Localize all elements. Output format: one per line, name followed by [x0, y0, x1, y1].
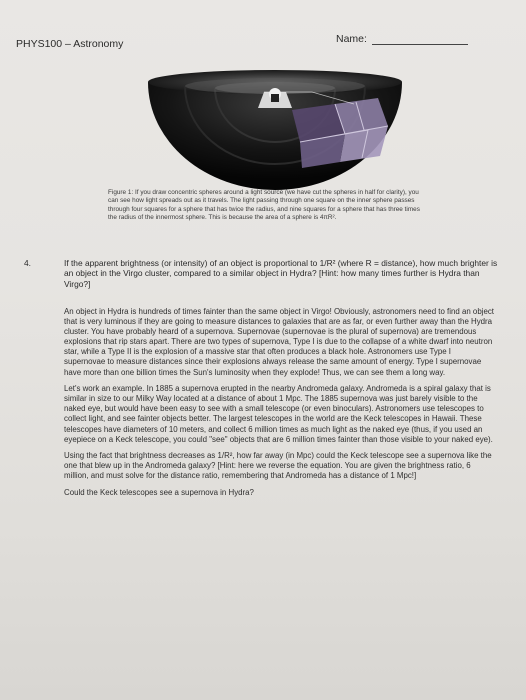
- concentric-spheres-figure: [140, 64, 410, 190]
- concentric-spheres-illustration-icon: [140, 64, 410, 190]
- figure-caption: Figure 1: If you draw concentric spheres around a light source (we have cut the spheres in half for clarity), you can see how light spreads out as it travels. The light passing through one square on the inner sphere passes through four squares for a sphere that has twice the radius, and nine squares for a sphere that has three times the radius of the innermost sphere. This is because the area of a sphere is 4πR².: [108, 189, 420, 221]
- name-blank-line: [372, 44, 468, 45]
- paragraph-keck-question: Using the fact that brightness decreases as 1/R², how far away (in Mpc) could the Keck telescope see a supernova like the one that blew up in the Andromeda galaxy? [Hint: here we reverse the equation. You are given the brightness ratio, 6 million, and must solve for the distance ratio, remembering that Andromeda has a distance of 1 Mpc!]: [64, 451, 492, 481]
- course-title: PHYS100 – Astronomy: [16, 38, 124, 50]
- paragraph-hydra-question: Could the Keck telescopes see a supernova in Hydra?: [64, 488, 254, 497]
- question-text: If the apparent brightness (or intensity) of an object is proportional to 1/R² (where R = distance), how much brighter is an object in the Virgo cluster, compared to a similar object in Hydra? [Hint: how many times further is Hydra than Virgo?]: [64, 258, 498, 289]
- question-number: 4.: [24, 258, 31, 268]
- explanation-text: [64, 307, 494, 498]
- paragraph-andromeda-example: Let's work an example. In 1885 a supernova erupted in the nearby Andromeda galaxy. Andromeda is a spiral galaxy that is similar in size to our Milky Way located at a distance of about 1 Mpc. The 1885 supernova was just barely visible to the naked eye, but would have been easy to see with a small telescope (or even binoculars). Astronomers use telescopes to collect light, and see fainter objects better. The largest telescopes in the world are the Keck telescopes in Hawaii. These telescopes have diameters of 10 meters, and collect 6 million times as much light as the naked eye (thus, if you used an eyepiece on a Keck telescope, you could "see" objects that are 6 million times fainter than those visible to your naked eye).: [64, 384, 493, 444]
- name-label: Name:: [336, 33, 367, 45]
- paragraph-supernova-intro: An object in Hydra is hundreds of times fainter than the same object in Virgo! Obviously, astronomers need to find an object that is very luminous if they are going to measure distances to galaxies that are as far, or even further away than the Hydra cluster. You have probably heard of a supernova. Supernovae (supernovae is the plural of supernova) are tremendous explosions that rip stars apart. There are two types of supernova, Type I is due to the collapse of a white dwarf into neutron star, while a Type II is the explosion of a massive star that often produces a black hole. Astronomers use Type I supernovae to measure distances since their explosions always release the same amount of energy. Type I supernovae have more than one billion times the Sun's luminosity when they explode! Thus, we can see them a long way.: [64, 307, 494, 377]
